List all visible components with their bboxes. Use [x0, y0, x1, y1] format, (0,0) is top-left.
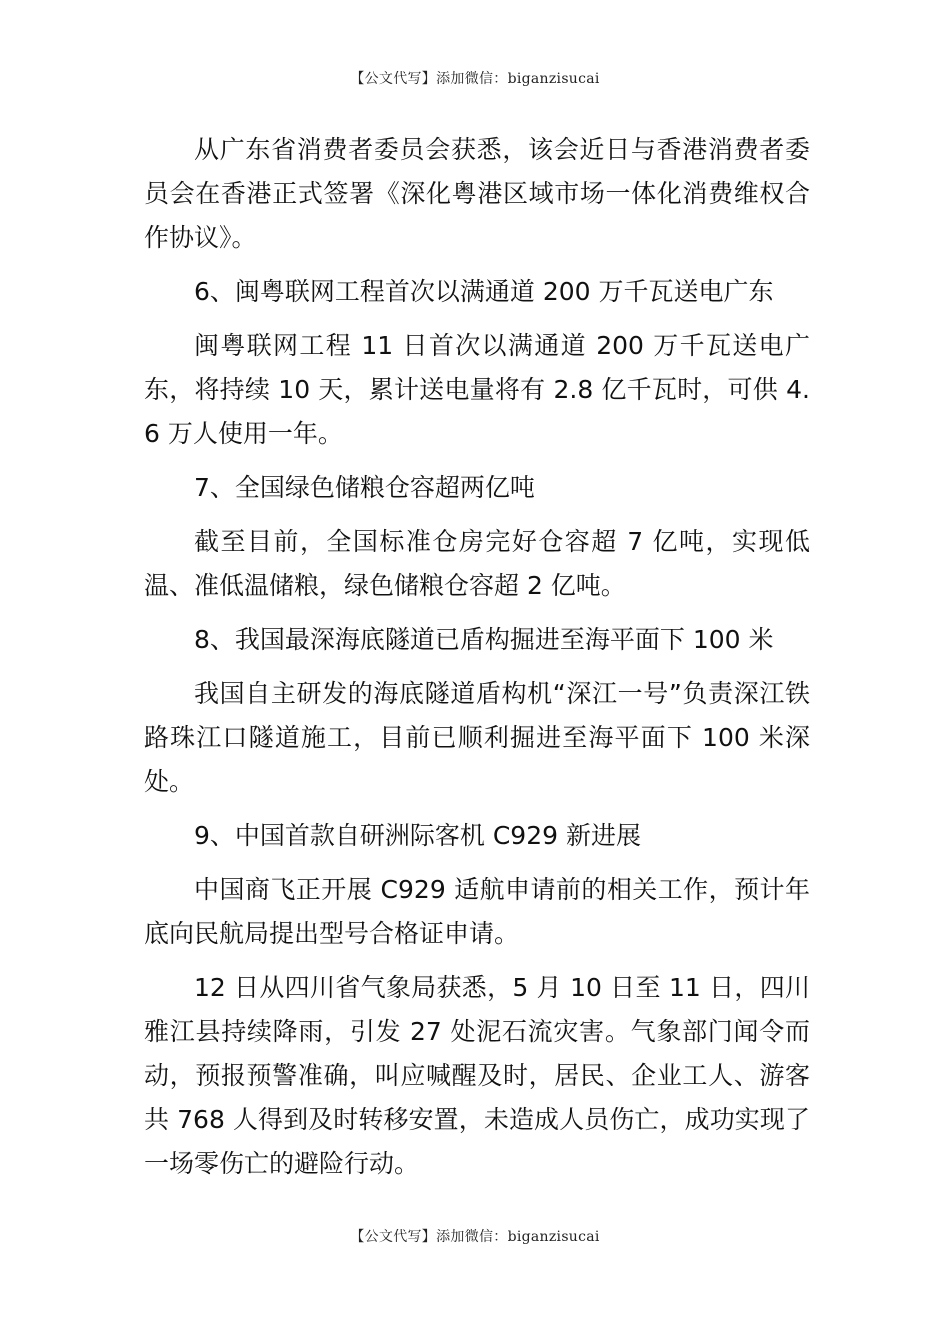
paragraph-grain-storage: 截至目前，全国标准仓房完好仓容超 7 亿吨，实现低温、准低温储粮，绿色储粮仓容超 2 亿吨。 [144, 527, 810, 600]
paragraph-undersea-tunnel: 我国自主研发的海底隧道盾构机“深江一号”负责深江铁路珠江口隧道施工，目前已顺利掘进至海平面下 100 米深处。 [144, 679, 810, 796]
heading-item-6: 6、闽粤联网工程首次以满通道 200 万千瓦送电广东 [194, 277, 774, 306]
paragraph-consumer-agreement: 从广东省消费者委员会获悉，该会近日与香港消费者委员会在香港正式签署《深化粤港区域市场一体化消费维权合作协议》。 [144, 135, 810, 252]
document-body [144, 128, 810, 1196]
paragraph-c929-aircraft: 中国商飞正开展 C929 适航申请前的相关工作，预计年底向民航局提出型号合格证申请。 [144, 875, 810, 948]
paragraph-sichuan-debris-flow: 12 日从四川省气象局获悉，5 月 10 日至 11 日，四川雅江县持续降雨，引发 27 处泥石流灾害。气象部门闻令而动，预报预警准确，叫应喊醒及时，居民、企业工人、游客共 768 人得到及时转移安置，未造成人员伤亡，成功实现了一场零伤亡的避险行动。 [144, 973, 810, 1178]
header-note: 【公文代写】添加微信：biganzisucai [350, 71, 600, 87]
heading-item-8: 8、我国最深海底隧道已盾构掘进至海平面下 100 米 [194, 625, 774, 654]
heading-item-7: 7、全国绿色储粮仓容超两亿吨 [194, 473, 535, 502]
paragraph-power-transmission: 闽粤联网工程 11 日首次以满通道 200 万千瓦送电广东，将持续 10 天，累计送电量将有 2.8 亿千瓦时，可供 4.6 万人使用一年。 [144, 331, 810, 448]
footer-note: 【公文代写】添加微信：biganzisucai [350, 1229, 600, 1245]
heading-item-9: 9、中国首款自研洲际客机 C929 新进展 [194, 821, 641, 850]
